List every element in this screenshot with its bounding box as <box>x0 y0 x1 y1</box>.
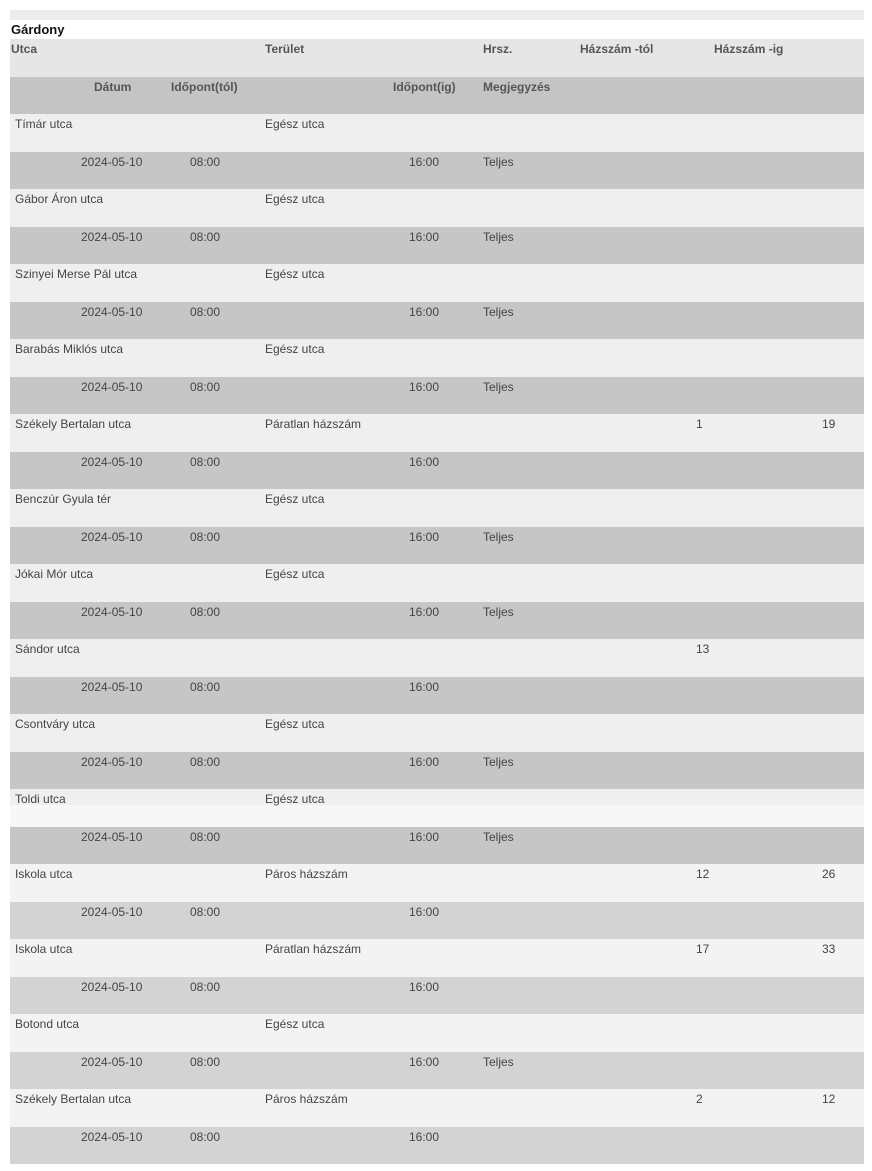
house-number-to: 19 <box>822 417 836 431</box>
table-row-date <box>10 302 864 340</box>
area-type: Egész utca <box>265 567 325 581</box>
end-time: 16:00 <box>409 904 440 919</box>
area-type: Egész utca <box>265 267 325 281</box>
area-type: Egész utca <box>265 117 325 131</box>
street-name: Toldi utca <box>15 792 66 806</box>
start-time: 08:00 <box>190 604 221 619</box>
street-name: Benczúr Gyula tér <box>15 492 112 506</box>
end-time: 16:00 <box>409 679 440 694</box>
end-time: 16:00 <box>409 604 440 619</box>
area-type: Egész utca <box>265 192 325 206</box>
start-time: 08:00 <box>190 529 221 544</box>
end-time: 16:00 <box>409 1129 440 1144</box>
table-row-date <box>10 827 864 865</box>
table-row-date <box>10 1127 864 1165</box>
header-utca: Utca <box>11 42 38 56</box>
date-value: 2024-05-10 <box>81 529 143 544</box>
header-hazszam-ig: Házszám -ig <box>714 42 784 56</box>
start-time: 08:00 <box>190 679 221 694</box>
start-time: 08:00 <box>190 379 221 394</box>
street-name: Csontváry utca <box>15 717 96 731</box>
city-title: Gárdony <box>10 20 864 39</box>
date-value: 2024-05-10 <box>81 229 143 244</box>
end-time: 16:00 <box>409 829 440 844</box>
table-row-date <box>10 452 864 490</box>
note-value: Teljes <box>483 829 514 844</box>
date-value: 2024-05-10 <box>81 679 143 694</box>
area-type: Egész utca <box>265 492 325 506</box>
table-row-date <box>10 602 864 640</box>
table-row-street <box>10 189 864 227</box>
house-number-from: 12 <box>696 867 710 881</box>
table-row-date <box>10 677 864 715</box>
header-terulet: Terület <box>265 42 305 56</box>
date-value: 2024-05-10 <box>81 1129 143 1144</box>
table-row-street <box>10 939 864 977</box>
table-row-date <box>10 377 864 415</box>
date-value: 2024-05-10 <box>81 754 143 769</box>
end-time: 16:00 <box>409 304 440 319</box>
area-type: Páratlan házszám <box>265 942 362 956</box>
schedule-table <box>10 10 864 1164</box>
table-row-date <box>10 152 864 190</box>
table-row-date <box>10 752 864 790</box>
end-time: 16:00 <box>409 379 440 394</box>
table-row-date <box>10 902 864 940</box>
date-value: 2024-05-10 <box>81 979 143 994</box>
area-type: Egész utca <box>265 792 325 806</box>
table-row-street <box>10 864 864 902</box>
start-time: 08:00 <box>190 154 221 169</box>
note-value: Teljes <box>483 604 514 619</box>
start-time: 08:00 <box>190 229 221 244</box>
area-type: Páros házszám <box>265 867 348 881</box>
end-time: 16:00 <box>409 154 440 169</box>
note-value: Teljes <box>483 229 514 244</box>
end-time: 16:00 <box>409 1054 440 1069</box>
street-name: Iskola utca <box>15 867 73 881</box>
header-idopont-ig: Időpont(ig) <box>393 80 456 94</box>
start-time: 08:00 <box>190 754 221 769</box>
table-row-street <box>10 339 864 377</box>
date-value: 2024-05-10 <box>81 154 143 169</box>
house-number-from: 1 <box>696 417 703 431</box>
house-number-from: 17 <box>696 942 710 956</box>
start-time: 08:00 <box>190 1054 221 1069</box>
area-type: Egész utca <box>265 342 325 356</box>
street-name: Jókai Mór utca <box>15 567 94 581</box>
date-value: 2024-05-10 <box>81 904 143 919</box>
date-value: 2024-05-10 <box>81 304 143 319</box>
table-row-street <box>10 114 864 152</box>
table-row-date <box>10 977 864 1015</box>
house-number-to: 26 <box>822 867 836 881</box>
start-time: 08:00 <box>190 1129 221 1144</box>
header-hrsz: Hrsz. <box>483 42 513 56</box>
table-row-street <box>10 714 864 752</box>
table-row-street <box>10 264 864 302</box>
end-time: 16:00 <box>409 979 440 994</box>
table-row-street <box>10 639 864 677</box>
area-type: Egész utca <box>265 717 325 731</box>
table-row-street <box>10 1014 864 1052</box>
street-name: Iskola utca <box>15 942 73 956</box>
street-name: Botond utca <box>15 1017 80 1031</box>
header-row-date <box>10 77 864 114</box>
house-number-from: 2 <box>696 1092 703 1106</box>
area-type: Páros házszám <box>265 1092 348 1106</box>
table-row-date <box>10 1052 864 1090</box>
street-name: Székely Bertalan utca <box>15 1092 132 1106</box>
note-value: Teljes <box>483 754 514 769</box>
header-row-street <box>10 39 864 77</box>
street-name: Szinyei Merse Pál utca <box>15 267 138 281</box>
end-time: 16:00 <box>409 454 440 469</box>
street-name: Sándor utca <box>15 642 80 656</box>
header-hazszam-tol: Házszám -tól <box>580 42 654 56</box>
note-value: Teljes <box>483 529 514 544</box>
street-name: Tímár utca <box>15 117 73 131</box>
house-number-from: 13 <box>696 642 710 656</box>
header-idopont-tol: Időpont(tól) <box>171 80 238 94</box>
header-megjegyzes: Megjegyzés <box>483 80 551 94</box>
table-row-street <box>10 1089 864 1127</box>
note-value: Teljes <box>483 304 514 319</box>
row-band <box>10 805 864 827</box>
street-name: Barabás Miklós utca <box>15 342 124 356</box>
end-time: 16:00 <box>409 229 440 244</box>
table-row-date <box>10 227 864 265</box>
table-row-street <box>10 789 864 827</box>
table-row-date <box>10 527 864 565</box>
note-value: Teljes <box>483 154 514 169</box>
date-value: 2024-05-10 <box>81 454 143 469</box>
date-value: 2024-05-10 <box>81 379 143 394</box>
end-time: 16:00 <box>409 754 440 769</box>
header-datum: Dátum <box>94 80 132 94</box>
date-value: 2024-05-10 <box>81 829 143 844</box>
street-name: Gábor Áron utca <box>15 192 104 206</box>
date-value: 2024-05-10 <box>81 604 143 619</box>
area-type: Páratlan házszám <box>265 417 362 431</box>
start-time: 08:00 <box>190 829 221 844</box>
start-time: 08:00 <box>190 979 221 994</box>
table-row-street <box>10 489 864 527</box>
start-time: 08:00 <box>190 904 221 919</box>
end-time: 16:00 <box>409 529 440 544</box>
start-time: 08:00 <box>190 454 221 469</box>
start-time: 08:00 <box>190 304 221 319</box>
table-body <box>10 114 864 1164</box>
house-number-to: 33 <box>822 942 836 956</box>
note-value: Teljes <box>483 379 514 394</box>
area-type: Egész utca <box>265 1017 325 1031</box>
house-number-to: 12 <box>822 1092 836 1106</box>
table-row-street <box>10 414 864 452</box>
table-row-street <box>10 564 864 602</box>
street-name: Székely Bertalan utca <box>15 417 132 431</box>
note-value: Teljes <box>483 1054 514 1069</box>
top-bar <box>10 10 864 20</box>
date-value: 2024-05-10 <box>81 1054 143 1069</box>
